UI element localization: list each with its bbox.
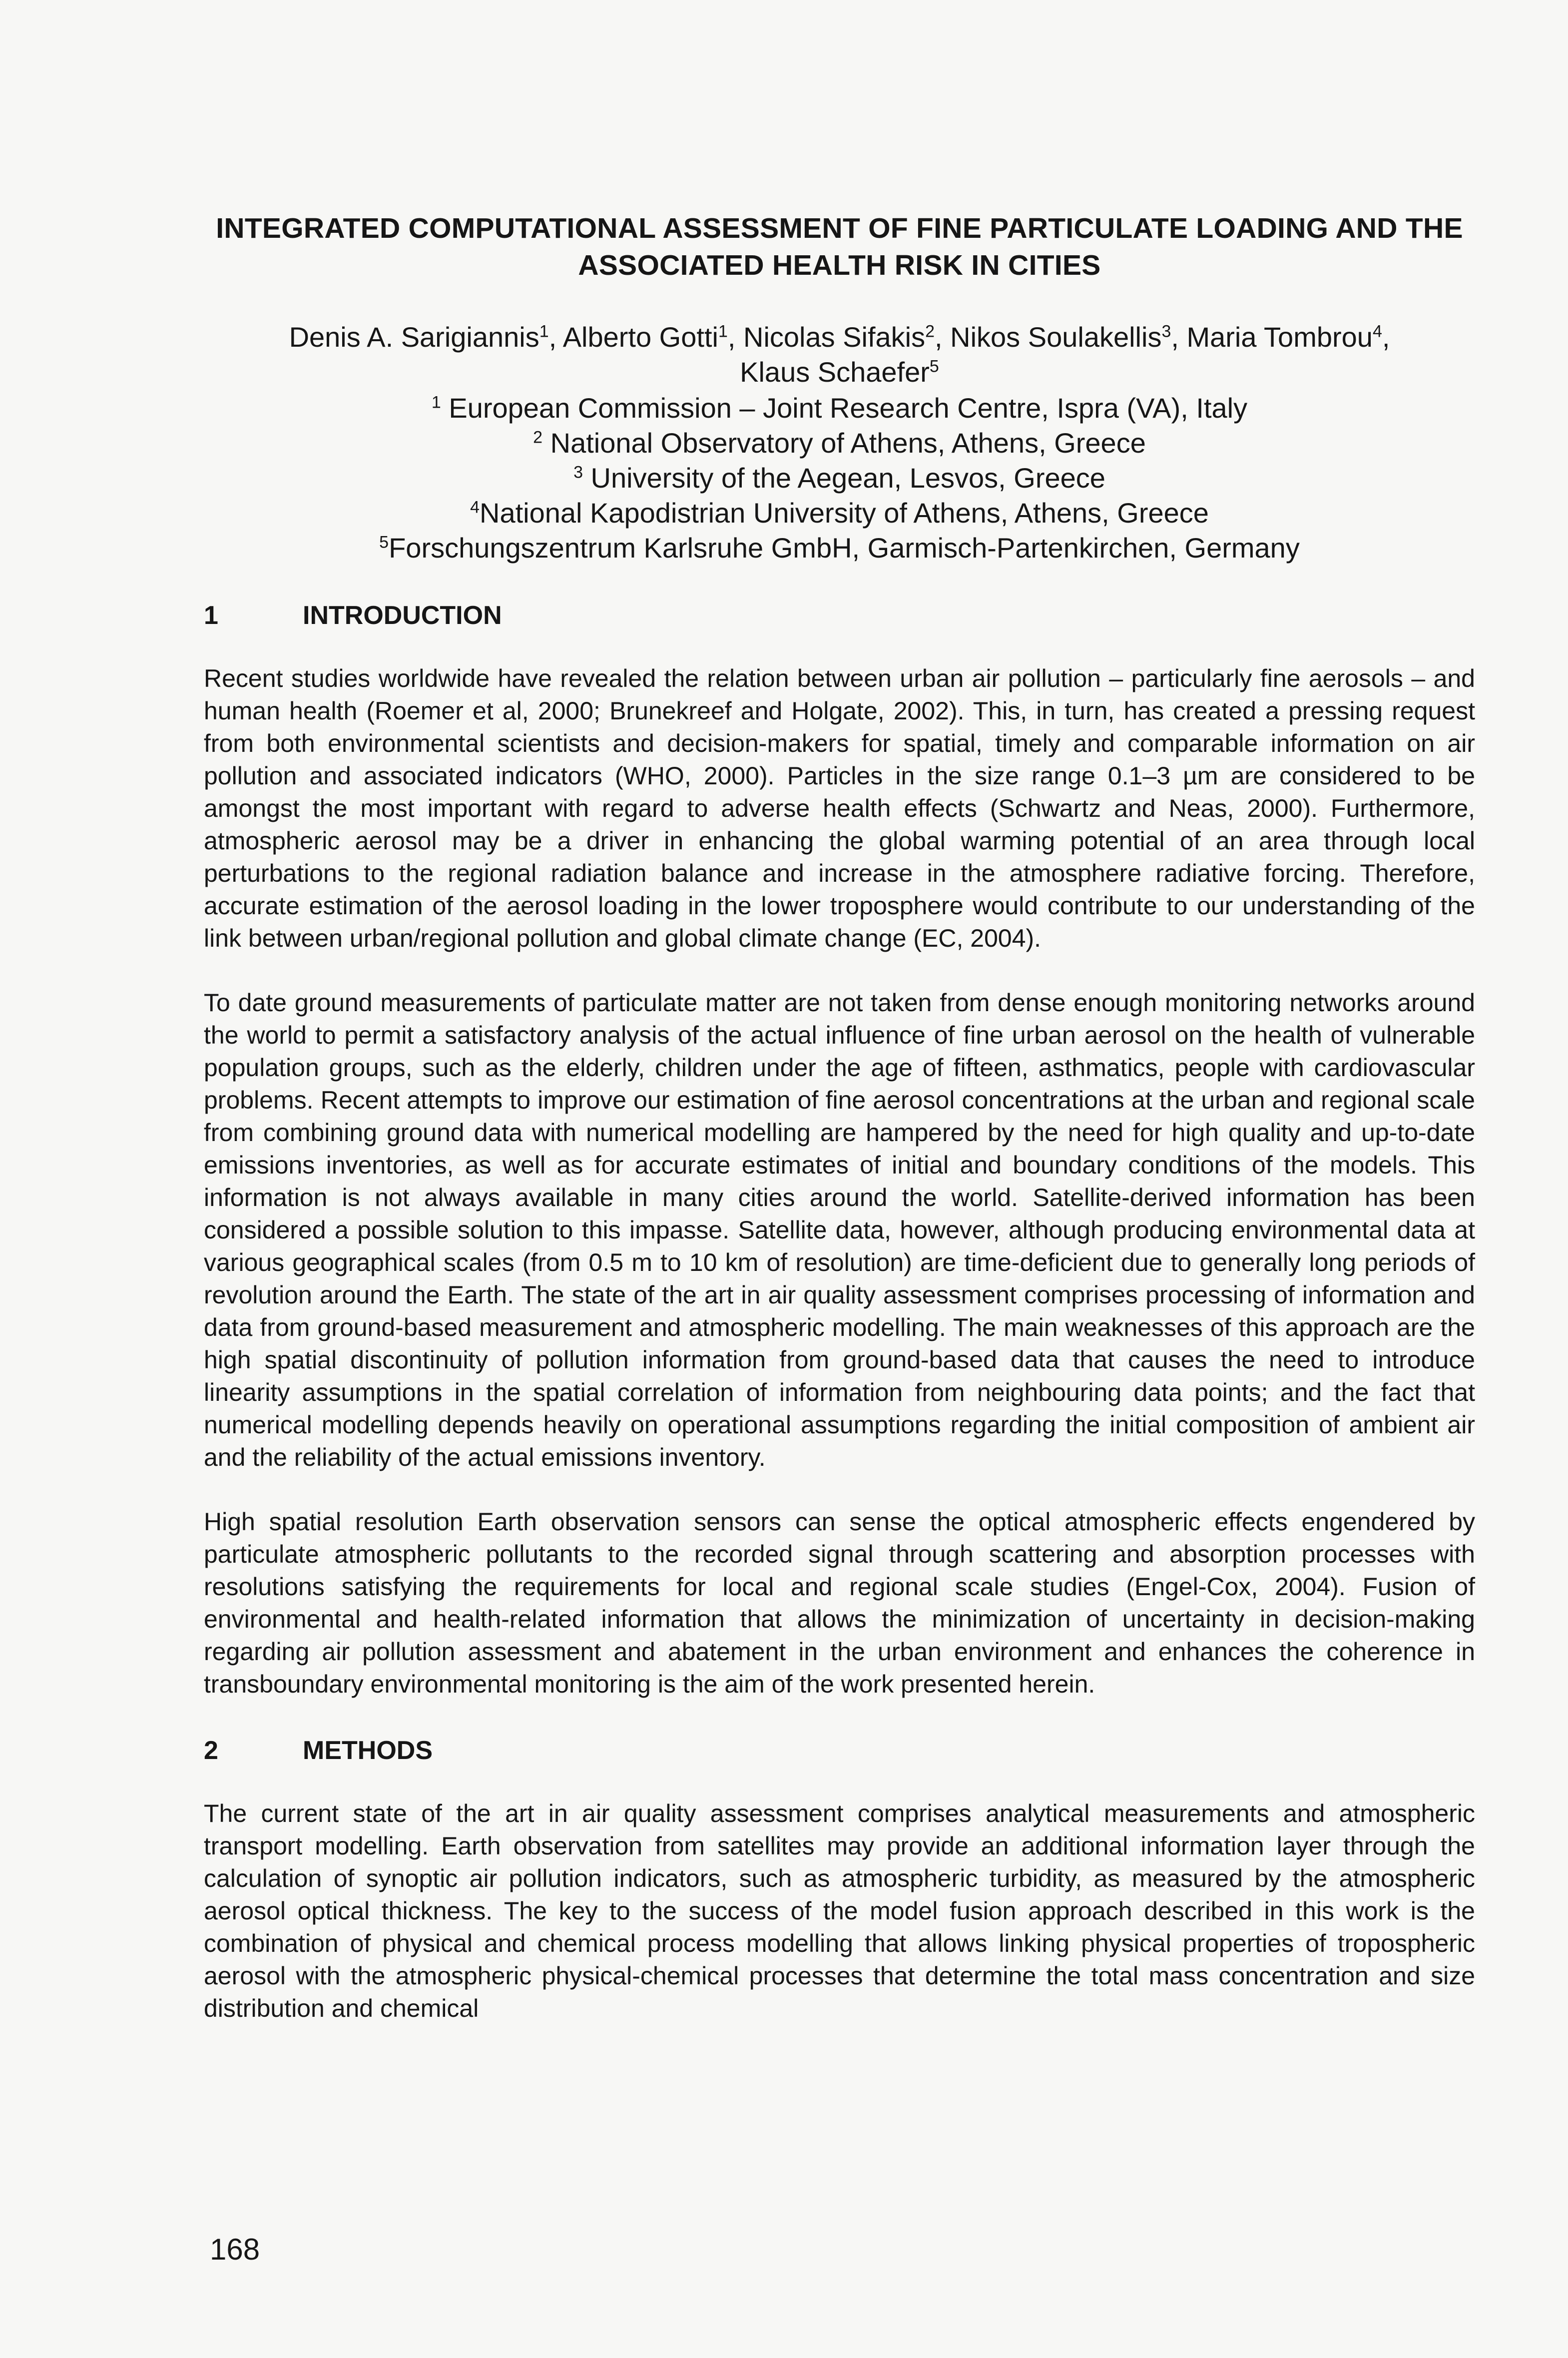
author-name: Nikos Soulakellis — [950, 321, 1162, 353]
page-number: 168 — [210, 2233, 260, 2266]
section-heading-introduction — [204, 599, 1475, 631]
affiliation-item: $^2$ National Observatory of Athens, Athens, Greece — [533, 427, 1146, 459]
author-name: Nicolas Sifakis — [743, 321, 926, 353]
section-heading-methods — [204, 1735, 1475, 1767]
affiliation-list — [204, 391, 1475, 566]
section-title: INTRODUCTION — [303, 601, 502, 630]
author-affiliation-mark: 1 — [539, 322, 549, 341]
body-paragraph: High spatial resolution Earth observation sensors can sense the optical atmospheric effects engendered by particulate atmospheric pollutants to the recorded signal through scattering and absorption processes with resolutions satisfying the requirements for local and regional scale studies (Engel-Cox, 2004). Fusion of environmental and health-related information that allows the minimization of uncertainty in decision-making regarding air pollution assessment and abatement in the urban environment and enhances the coherence in transboundary environmental monitoring is the aim of the work presented herein. — [204, 1508, 1475, 1698]
author-name: Denis A. Sarigiannis — [289, 321, 539, 353]
affiliation-item: $^5$Forschungszentrum Karlsruhe GmbH, Garmisch-Partenkirchen, Germany — [379, 532, 1300, 564]
page-content — [204, 210, 1475, 2025]
author-affiliation-mark: 2 — [925, 322, 935, 341]
paper-title: INTEGRATED COMPUTATIONAL ASSESSMENT OF FINE PARTICULATE LOADING AND THE ASSOCIATED HEALTH RISK IN CITIES — [216, 212, 1463, 281]
section-number: 1 — [204, 601, 218, 630]
affiliation-item: $^1$ European Commission – Joint Research Centre, Ispra (VA), Italy — [431, 392, 1248, 424]
author-affiliation-mark: 3 — [1161, 322, 1171, 341]
section-number: 2 — [204, 1736, 218, 1765]
body-paragraph: Recent studies worldwide have revealed the relation between urban air pollution – particularly fine aerosols – and human health (Roemer et al, 2000; Brunekreef and Holgate, 2002). This, in turn, has created a pressing request from both environmental scientists and decision-makers for spatial, timely and comparable information on air pollution and associated indicators (WHO, 2000). Particles in the size range 0.1–3 µm are considered to be amongst the most important with regard to adverse health effects (Schwartz and Neas, 2000). Furthermore, atmospheric aerosol may be a driver in enhancing the global warming potential of an area through local perturbations to the regional radiation balance and increase in the atmosphere radiative forcing. Therefore, accurate estimation of the aerosol loading in the lower troposphere would contribute to our understanding of the link between urban/regional pollution and global climate change (EC, 2004). — [204, 664, 1475, 952]
author-name: Klaus Schaefer — [740, 356, 930, 388]
author-name: Maria Tombrou — [1186, 321, 1373, 353]
author-affiliation-mark: 1 — [718, 322, 728, 341]
author-affiliation-mark: 4 — [1372, 322, 1382, 341]
author-affiliation-mark: 5 — [929, 357, 939, 376]
author-name: Alberto Gotti — [562, 321, 718, 353]
author-list: Denis A. Sarigiannis$^1$, Alberto Gotti$^1$, Nicolas Sifakis$^2$, Nikos Soulakellis$^3$, Maria Tombrou$^4$, Klaus Schaefer$^5$ — [289, 321, 1390, 388]
body-paragraph: The current state of the art in air quality assessment comprises analytical measurements and atmospheric transport modelling. Earth observation from satellites may provide an additional information layer through the calculation of synoptic air pollution indicators, such as atmospheric turbidity, as measured by the atmospheric aerosol optical thickness. The key to the success of the model fusion approach described in this work is the combination of physical and chemical process modelling that allows linking physical properties of tropospheric aerosol with the atmospheric physical-chemical processes that determine the total mass concentration and size distribution and chemical — [204, 1799, 1475, 2022]
affiliation-item: $^3$ University of the Aegean, Lesvos, Greece — [573, 462, 1105, 494]
section-title: METHODS — [303, 1736, 433, 1765]
affiliation-item: $^4$National Kapodistrian University of Athens, Athens, Greece — [470, 497, 1209, 529]
body-paragraph: To date ground measurements of particulate matter are not taken from dense enough monitoring networks around the world to permit a satisfactory analysis of the actual influence of fine urban aerosol on the health of vulnerable population groups, such as the elderly, children under the age of fifteen, asthmatics, people with cardiovascular problems. Recent attempts to improve our estimation of fine aerosol concentrations at the urban and regional scale from combining ground data with numerical modelling are hampered by the need for high quality and up-to-date emissions inventories, as well as for accurate estimates of initial and boundary conditions of the models. This information is not always available in many cities around the world. Satellite-derived information has been considered a possible solution to this impasse. Satellite data, however, although producing environmental data at various geographical scales (from 0.5 m to 10 km of resolution) are time-deficient due to generally long periods of revolution around the Earth. The state of the art in air quality assessment comprises processing of information and data from ground-based measurement and atmospheric modelling. The main weaknesses of this approach are the high spatial discontinuity of pollution information from ground-based data that causes the need to introduce linearity assumptions in the spatial correlation of information from neighbouring data points; and the fact that numerical modelling depends heavily on operational assumptions regarding the initial composition of ambient air and the reliability of the actual emissions inventory. — [204, 989, 1475, 1471]
